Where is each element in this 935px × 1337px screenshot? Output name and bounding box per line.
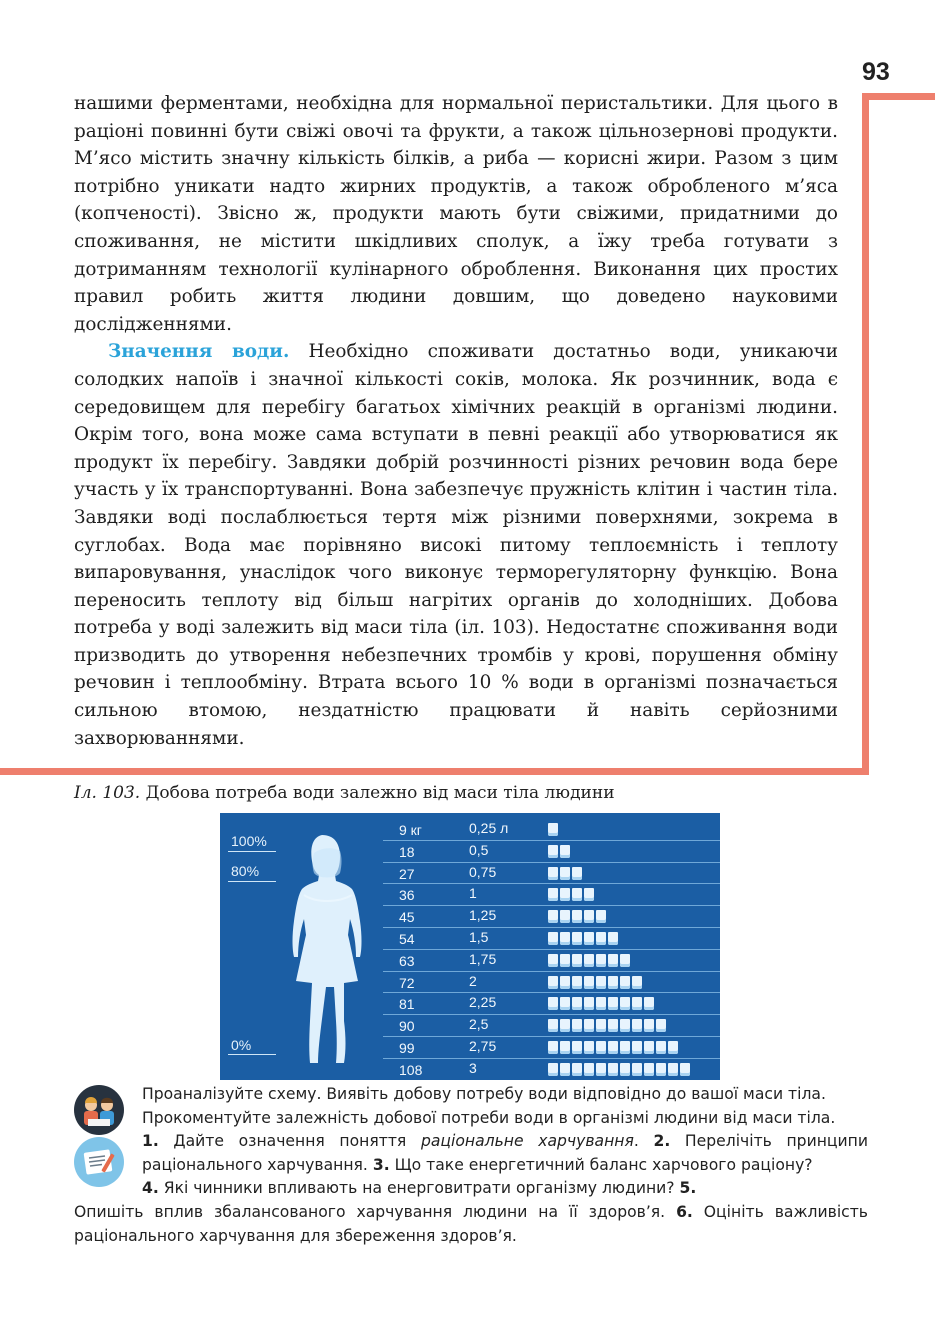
glass-icon [596, 932, 606, 945]
table-row [383, 972, 720, 994]
glass-icon [560, 910, 570, 923]
table-row [383, 950, 720, 972]
body-mass: 63 [399, 952, 415, 969]
glass-icon [560, 867, 570, 880]
scale-label-0: 0% [231, 1037, 252, 1053]
table-row [383, 819, 720, 841]
glass-icon [572, 997, 582, 1010]
glass-icon [608, 997, 618, 1010]
glass-icon [548, 954, 558, 967]
glasses-group [548, 1019, 666, 1032]
scale-label-100: 100% [231, 833, 267, 849]
table-row [383, 928, 720, 950]
glasses-group [548, 845, 570, 858]
glass-icon [572, 867, 582, 880]
glass-icon [596, 954, 606, 967]
glass-icon [584, 1019, 594, 1032]
glass-icon [668, 1041, 678, 1054]
q6-number: 6. [676, 1202, 693, 1221]
body-mass: 99 [399, 1039, 415, 1056]
glass-icon [632, 1019, 642, 1032]
body-mass: 27 [399, 865, 415, 882]
water-volume: 2,5 [469, 1016, 489, 1033]
glass-icon [596, 1063, 606, 1076]
water-volume: 1,5 [469, 928, 489, 945]
table-row [383, 1059, 720, 1080]
glass-icon [608, 932, 618, 945]
glass-icon [584, 954, 594, 967]
table-row [383, 1015, 720, 1037]
frame-border-right [862, 93, 869, 775]
glass-icon [584, 888, 594, 901]
q6-text: Оцініть важливість раціонального харчування для збереження здоров’я. [74, 1202, 868, 1245]
task-comment: Прокоментуйте залежність добової потреби води в організмі людини від маси тіла. [142, 1108, 836, 1127]
q1-text: Дайте означення поняття [158, 1132, 421, 1151]
water-volume: 0,25 л [469, 820, 509, 836]
q4-number: 4. [142, 1179, 159, 1198]
glass-icon [620, 976, 630, 989]
paragraph-2 [74, 338, 838, 752]
glass-icon [548, 997, 558, 1010]
caption-text: Добова потреба води залежно від маси тіла людини [140, 783, 615, 803]
glass-icon [584, 1041, 594, 1054]
glass-icon [560, 997, 570, 1010]
term-water-importance: Значення води. [108, 341, 290, 363]
glass-icon [596, 976, 606, 989]
water-volume: 3 [469, 1059, 477, 1076]
glass-icon [548, 1063, 558, 1076]
glass-icon [584, 976, 594, 989]
glass-icon [560, 1019, 570, 1032]
body-mass: 18 [399, 843, 415, 860]
q3-number: 3. [372, 1155, 390, 1174]
questions-continued [74, 1177, 868, 1201]
glass-icon [620, 1041, 630, 1054]
glass-icon [656, 1019, 666, 1032]
q5-text: Опишіть вплив збалансованого харчування людини на її здоров’я. [74, 1202, 677, 1221]
water-volume: 0,75 [469, 863, 497, 880]
table-row [383, 993, 720, 1015]
q1-number: 1. [142, 1132, 159, 1151]
glass-icon [644, 1063, 654, 1076]
glass-icon [572, 976, 582, 989]
q5-number: 5. [679, 1179, 697, 1198]
glass-icon [560, 1063, 570, 1076]
table-row [383, 863, 720, 885]
glass-icon [656, 1041, 666, 1054]
glass-icon [548, 888, 558, 901]
glass-icon [596, 1041, 606, 1054]
glass-icon [632, 997, 642, 1010]
woman-silhouette-icon [282, 831, 382, 1071]
glass-icon [608, 1041, 618, 1054]
paragraph-2-text: Необхідно споживати достатньо води, уникаючи солодких напоїв і значної кількості соків, молока. Як розчинник, вода є середовищем для перебігу багатьох хімічних реакцій в організмі людини. Окрім того, вона може сама вступати в певні реакції або утворюватися як продукт їх перебігу. Завдяки добрій розчинності різних речовин вода бере участь у їх транспортуванні. Вона забезпечує пружність клітин і частин тіла. Завдяки воді послаблюється тертя між різними поверхнями, зокрема в суглобах. Вода має порівняно високі питому теплоємність і теплоту випаровування, унаслідок чого виконує терморегуляторну функцію. Вона переносить теплоту від більш нагрітих органів до холодніших. Добова потреба у воді залежить від маси тіла (іл. 103). Недостатнє споживання води призводить до утворення небезпечних тромбів у крові, порушення обміну речовин і теплообміну. Втрата всього 10 % води в організмі позначається сильною втомою, нездатністю працювати й навіть серйозними захворюваннями. [74, 341, 838, 749]
glass-icon [584, 1063, 594, 1076]
water-volume: 1 [469, 885, 477, 902]
glass-icon [560, 976, 570, 989]
glasses-group [548, 976, 642, 989]
glass-icon [560, 954, 570, 967]
glass-icon [620, 954, 630, 967]
glass-icon [560, 888, 570, 901]
glass-icon [608, 954, 618, 967]
q4-text: Які чинники впливають на енерговитрати організму людини? [158, 1179, 680, 1198]
body-mass: 81 [399, 996, 415, 1013]
scale-line-100 [228, 851, 276, 852]
glass-icon [548, 910, 558, 923]
glasses-group [548, 888, 594, 901]
glasses-group [548, 997, 654, 1010]
scale-label-80: 80% [231, 863, 260, 879]
water-volume: 2,25 [469, 994, 497, 1011]
glass-icon [560, 1041, 570, 1054]
q2-text: Перелічіть принципи раціонального харчування. [142, 1132, 868, 1174]
figure-caption [74, 781, 615, 805]
body-text [74, 90, 838, 752]
glass-icon [620, 1019, 630, 1032]
glass-icon [548, 823, 558, 836]
scale-line-0 [228, 1054, 276, 1055]
table-row [383, 884, 720, 906]
glass-icon [608, 1019, 618, 1032]
glasses-group [548, 1063, 690, 1076]
glasses-group [548, 867, 582, 880]
glass-icon [572, 1019, 582, 1032]
body-mass: 54 [399, 930, 415, 947]
glass-icon [620, 1063, 630, 1076]
glass-icon [572, 1063, 582, 1076]
glass-icon [548, 867, 558, 880]
page-number: 93 [862, 58, 890, 86]
glass-icon [596, 1019, 606, 1032]
table-row [383, 841, 720, 863]
glass-icon [632, 1063, 642, 1076]
water-need-figure [220, 813, 720, 1080]
q1-term: раціональне харчування [420, 1132, 634, 1151]
glass-icon [644, 997, 654, 1010]
table-row [383, 906, 720, 928]
caption-label: Іл. 103. [74, 783, 141, 803]
tasks-block [74, 1083, 868, 1248]
water-volume: 2,75 [469, 1037, 497, 1054]
glass-icon [620, 997, 630, 1010]
glass-icon [584, 910, 594, 923]
scale-line-80 [228, 881, 276, 882]
glass-icon [656, 1063, 666, 1076]
questions [74, 1130, 868, 1177]
paragraph-1: нашими ферментами, необхідна для нормальної перистальтики. Для цього в раціоні повинні бути свіжі овочі та фрукти, а також цільнозернові продукти. М’ясо містить значну кількість білків, а риба — корисні жири. Разом з цим потрібно уникати надто жирних продуктів, а також обробленого м’яса (копченості). Звісно ж, продукти мають бути свіжими, придатними до споживання, не містити шкідливих сполук, а їжу треба готувати з дотриманням технології кулінарного оброблення. Виконання цих простих правил робить життя людини довшим, що доведено науковими дослідженнями. [74, 93, 838, 335]
table-row [383, 1037, 720, 1059]
glass-icon [548, 976, 558, 989]
glass-icon [584, 932, 594, 945]
body-mass: 108 [399, 1061, 423, 1078]
glass-icon [572, 1041, 582, 1054]
body-mass: 72 [399, 974, 415, 991]
glass-icon [548, 845, 558, 858]
water-volume: 2 [469, 972, 477, 989]
glass-icon [572, 954, 582, 967]
water-volume: 0,5 [469, 841, 489, 858]
glass-icon [632, 1041, 642, 1054]
glass-icon [560, 845, 570, 858]
frame-border-top [862, 93, 935, 100]
glasses-group [548, 823, 558, 836]
glass-icon [644, 1041, 654, 1054]
glass-icon [596, 997, 606, 1010]
body-mass: 45 [399, 909, 415, 926]
glass-icon [668, 1063, 678, 1076]
glass-icon [680, 1063, 690, 1076]
glass-icon [548, 1019, 558, 1032]
glasses-group [548, 910, 606, 923]
glasses-group [548, 954, 630, 967]
glass-icon [572, 932, 582, 945]
glass-icon [596, 910, 606, 923]
glass-icon [644, 1019, 654, 1032]
glass-icon [548, 1041, 558, 1054]
glass-icon [584, 997, 594, 1010]
task-analyze: Проаналізуйте схему. Виявіть добову потребу води відповідно до вашої маси тіла. [142, 1085, 826, 1103]
body-mass: 9 кг [399, 822, 422, 838]
glass-icon [608, 1063, 618, 1076]
glass-icon [548, 932, 558, 945]
glasses-group [548, 1041, 678, 1054]
glass-icon [608, 976, 618, 989]
frame-border-bottom [0, 768, 869, 775]
glass-icon [560, 932, 570, 945]
glass-icon [572, 910, 582, 923]
questions-tail [74, 1201, 868, 1248]
water-volume: 1,25 [469, 907, 497, 924]
water-volume: 1,75 [469, 950, 497, 967]
water-table [383, 819, 720, 1080]
q2-number: 2. [653, 1132, 671, 1151]
glass-icon [632, 976, 642, 989]
q1-end: . [633, 1132, 654, 1151]
body-mass: 90 [399, 1018, 415, 1035]
glasses-group [548, 932, 618, 945]
body-mass: 36 [399, 887, 415, 904]
q3-text: Що таке енергетичний баланс харчового раціону? [389, 1155, 813, 1174]
glass-icon [572, 888, 582, 901]
